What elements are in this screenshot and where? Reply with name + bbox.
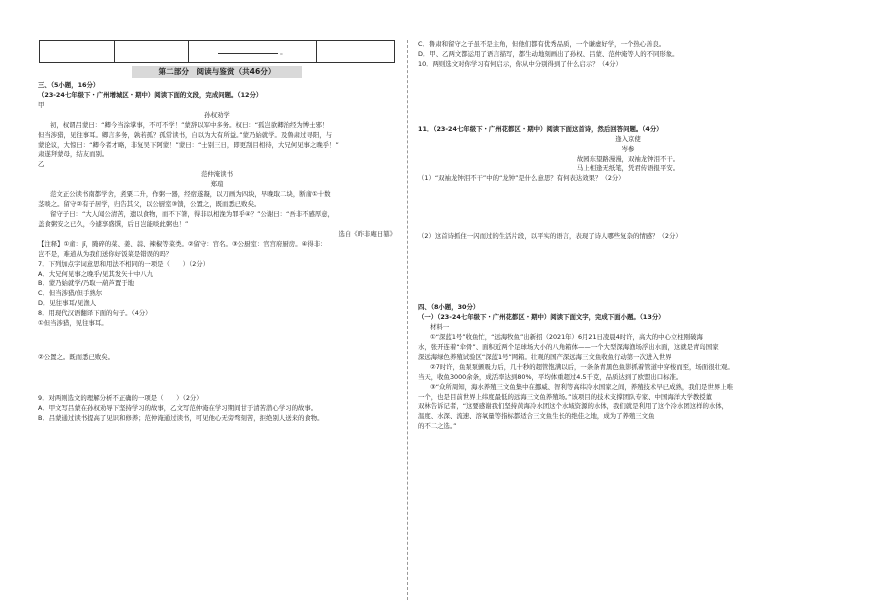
option-a[interactable]: A．大兄何见事之晚乎/见其发矢十中八九 (38, 269, 154, 278)
option-b[interactable]: B．吕蒙通过读书提高了见识和修养；范仲淹通过读书，可见他心无旁骛刻苦，拒绝别人送来的食物。 (38, 413, 324, 422)
right-column (418, 40, 838, 432)
passage-line: 但当涉猎，见往事耳。卿言多务，孰若孤？孤常读书，自以为大有所益。”蒙乃始就学。及鲁肃过寻阳，与 (38, 130, 333, 139)
material-line: ①“深蓝1号”收鱼忙，“远海牧鱼”出新招（2021年）6月21日凌晨4时许，高大的中心立柱刚破海 (430, 332, 703, 341)
passage-title-yi: 范仲淹读书 (201, 170, 233, 179)
answer-space[interactable] (418, 266, 838, 290)
passage-title-jia: 孙权劝学 (204, 110, 230, 119)
answer-space[interactable] (38, 387, 396, 394)
material-line: 当天，收鱼3000余条，成活率达到80%，平均体重超过4.5千克，品质达到了欧盟出口标准。 (418, 372, 683, 381)
material-line: 水，张开连着“伞骨”、面积近两个足球场大小的八角箱体——一个大型深海渔场浮出水面，这就是青岛国家 (418, 342, 719, 351)
option-c[interactable]: C．但当涉猎/但手熟尔 (38, 289, 103, 298)
answer-cell[interactable] (114, 41, 189, 63)
question-7: 7．下列加点字词意思和用法不相同的一项是（ ）（2分） (38, 259, 210, 268)
material-line: 的不二之选。” (418, 422, 457, 431)
answer-space[interactable] (418, 184, 838, 208)
option-d[interactable]: D．甲、乙两文都运用了语言描写，都生动地刻画出了孙权、吕蒙、范仲淹等人的不同形象。 (418, 49, 679, 58)
answer-space[interactable] (418, 208, 838, 232)
poem-author: 岑参 (621, 144, 635, 153)
poem-line: 马上相逢无纸笔，凭君传语报平安。 (576, 164, 680, 173)
answer-cell[interactable] (40, 41, 115, 63)
question-8: 8．用现代汉语翻译下面的句子。（4分） (38, 309, 152, 318)
notes-line: 【注释】①齑：jī，腌碎的菜、姜、蒜、辣椒等菜类。②留守：官名。③公厨室：官宫府厨房。④得非： (38, 239, 327, 248)
passage-line: 初，权谓吕蒙曰：“卿今当涂掌事，不可不学！”蒙辞以军中多务。权曰：“孤岂欲卿治经为博士邪！ (50, 120, 329, 129)
material-line: ②7时许，鱼泵泵颤吸力后，几十秒的超管饱满以后，一条条青黑色鱼影抓着管道中穿梭而至，场面很壮观。 (430, 362, 734, 371)
left-column (38, 40, 396, 424)
passage-line: 盖食粥安之已久，今遽享盛馔，后日岂能啖此粥也！” (38, 219, 189, 228)
passage-label-yi: 乙 (38, 160, 45, 169)
material-label: 材料一 (430, 323, 450, 332)
material-line: 深远海绿色养殖试验区“深蓝1号”网箱。壮观的国产深远海三文鱼收鱼行动第一次进入世界 (418, 352, 672, 361)
answer-space[interactable] (418, 94, 838, 118)
answer-cell[interactable] (316, 41, 394, 63)
material-line: 一个，也是目前世界上纬度最低的远海三文鱼养殖场。”该项目的技术支撑团队专家、中国海洋大学教授董 (418, 392, 713, 401)
answer-grid-table (39, 40, 395, 63)
question-9: 9．对两则选文的理解分析不正确的一项是（ ）（2分） (38, 393, 203, 402)
material-line: ③“众所周知，海水养殖三文鱼集中在挪威、智利等高纬冷水国家之间，养殖技术早已成熟，我们是世界上唯 (430, 382, 734, 391)
poem-title: 逢入京使 (615, 134, 641, 143)
part-header: 第二部分 阅读与鉴赏（共46分） (132, 66, 302, 78)
column-divider (407, 40, 408, 600)
answer-space[interactable] (418, 242, 838, 266)
question-10: 10．两则选文对你学习有何启示，你从中分别得到了什么启示？（4分） (418, 59, 622, 68)
section-4-heading: 四、（8小题，30分） (418, 303, 480, 312)
section-3-heading: 三、（5小题，16分） (38, 81, 100, 89)
question-11: 11．（23-24七年级下・广州花都区・期中）阅读下面这首诗，然后回答问题。（4分） (418, 124, 663, 133)
question-11-1: （1）“双袖龙钟泪不干”中的“龙钟”是什么意思？有何表达效果？（2分） (418, 174, 625, 183)
option-c[interactable]: C．鲁肃和留守之子虽不是主角，但他们都有优秀品质，一个谦虚好学，一个热心善良。 (418, 40, 666, 48)
translate-item: ①但当涉猎，见往事耳。 (38, 319, 108, 328)
answer-cell-blank[interactable]: 。 (189, 41, 317, 63)
question-11-2: （2）这首诗抓住一闪而过的生活片段，以平实的语言，表现了诗人哪些复杂的情感？（2分） (418, 232, 682, 241)
poem-line: 故园东望路漫漫，双袖龙钟泪不干。 (576, 154, 680, 163)
passage-author-yi: 郑瑄 (210, 180, 224, 189)
option-b[interactable]: B．蒙乃始就学/乃取一葫芦置于地 (38, 279, 135, 288)
answer-space[interactable] (418, 290, 838, 303)
fill-blank-line (218, 46, 278, 54)
section-4-intro: （一）（23-24七年级下・广州花都区・期中）阅读下面文字，完成下面小题。（13分） (418, 313, 665, 322)
passage-line: 留守子曰：“大人闻公清苦，遗以食物，而不下箸，得非以相浼为罪乎④？”公谢曰：“吾非不感厚意， (50, 209, 335, 218)
answer-space[interactable] (418, 118, 838, 125)
option-d[interactable]: D．见往事耳/见渔人 (38, 299, 97, 308)
passage-line: 范文正公读书南都学舍，煮粟二升，作粥一器，经宿遂凝，以刀画为四块，早晚取二块，断齑①十数 (50, 190, 331, 199)
option-a[interactable]: A．甲文写吕蒙在孙权劝导下坚持学习的故事，乙文写范仲淹在学习期间甘于清苦潜心学习的故事。 (38, 403, 318, 412)
notes-line: 岂不是，难道从为我们送你好饭菜是错误的吗？ (38, 249, 173, 258)
material-line: 温度、水深、流速、溶氧量等指标都适合三文鱼生长的绝佳之地，成为了养殖三文鱼 (418, 412, 655, 421)
question-intro: （23-24七年级下・广州增城区・期中）阅读下面的文段，完成问题。（12分） (38, 90, 263, 99)
passage-line: 茎啖之。留守②有子居学，归告其父，以公厨室③馈，公置之，既而悉已败矣。 (38, 200, 261, 209)
passage-source: 选自《昨非庵日纂》 (338, 229, 396, 238)
answer-space[interactable] (418, 70, 838, 94)
answer-space[interactable] (38, 363, 396, 387)
answer-space[interactable] (38, 329, 396, 353)
translate-item: ②公置之。既而悉已败矣。 (38, 353, 115, 362)
passage-line: 肃遂拜蒙母，结友而别。 (38, 150, 109, 159)
passage-label-jia: 甲 (38, 100, 45, 109)
material-line: 双林告诉记者，“这要感谢我们坚持黄海冷水团这个水域资源的水体，我们就是利用了这个冷水团这样的水体， (418, 402, 729, 411)
passage-line: 蒙论议，大惊曰：“卿今者才略，非复吴下阿蒙！”蒙曰：“士别三日，即更刮目相待，大兄何见事之晚乎！” (38, 140, 339, 149)
